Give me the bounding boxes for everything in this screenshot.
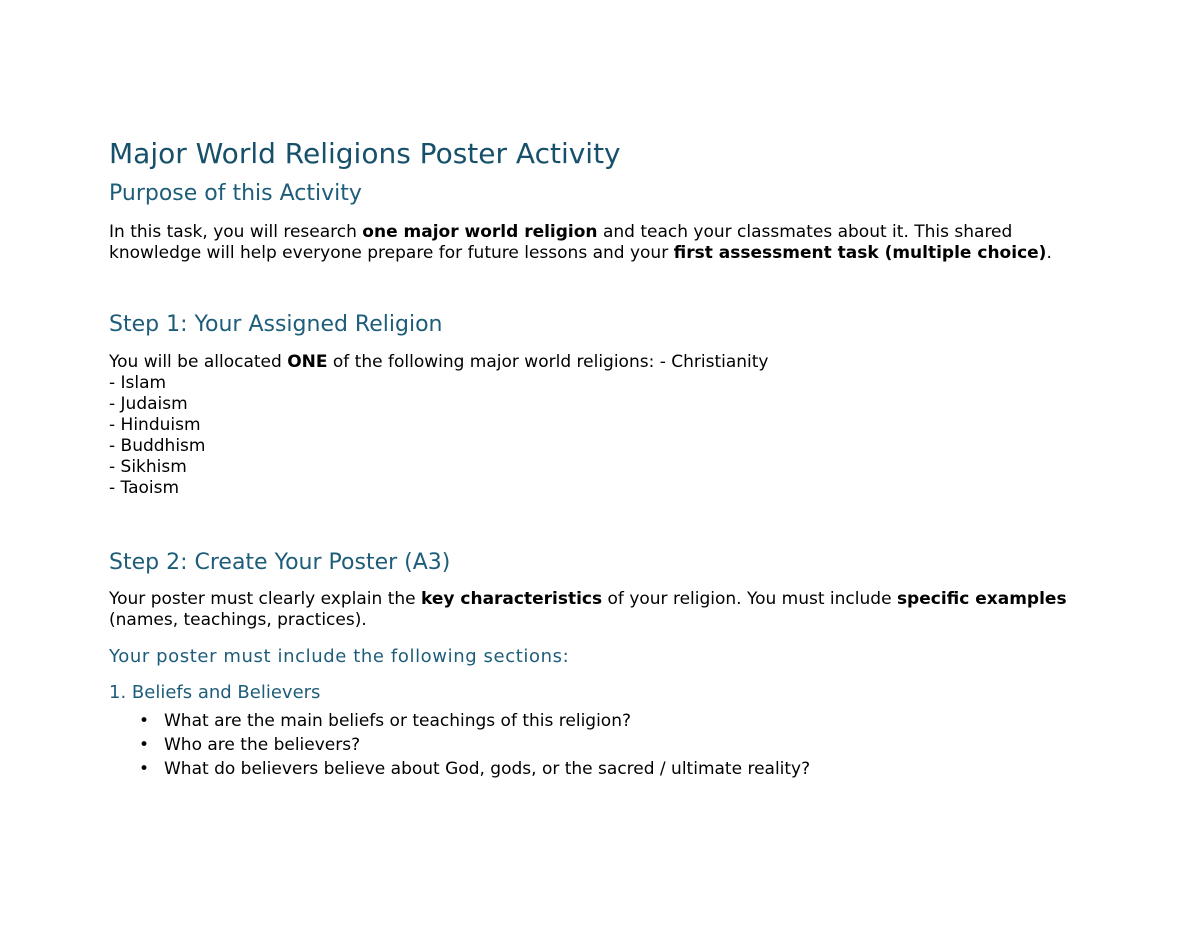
- step2-text-3: (names, teachings, practices).: [109, 610, 367, 630]
- purpose-paragraph: [109, 222, 1099, 264]
- purpose-text-2: and teach your classmates about it. This shared knowledge will help everyone prepare for future lessons and your: [109, 222, 1013, 263]
- religion-item: - Taoism: [109, 478, 180, 498]
- list-item: [139, 733, 1099, 757]
- step2-text-2: of your religion. You must include: [602, 589, 897, 609]
- purpose-text-3: .: [1046, 243, 1052, 263]
- section1-heading: 1. Beliefs and Believers: [109, 682, 321, 703]
- section1-bullet-list: [109, 709, 1099, 781]
- bullet-icon: •: [139, 711, 150, 731]
- purpose-bold-2: first assessment task (multiple choice): [673, 243, 1047, 263]
- sections-heading: Your poster must include the following sections:: [109, 646, 570, 667]
- step1-bold: ONE: [287, 352, 328, 372]
- religion-item: - Judaism: [109, 394, 188, 414]
- religion-item: - Hinduism: [109, 415, 201, 435]
- list-item: [139, 709, 1099, 733]
- step2-heading: Step 2: Create Your Poster (A3): [109, 550, 451, 575]
- step2-bold-1: key characteristics: [421, 589, 603, 609]
- religion-item: - Buddhism: [109, 436, 206, 456]
- list-item-text: Who are the believers?: [164, 735, 361, 755]
- list-item: [139, 757, 1099, 781]
- purpose-heading: Purpose of this Activity: [109, 181, 362, 206]
- step2-bold-2: specific examples: [896, 589, 1067, 609]
- step1-text-1: You will be allocated: [109, 352, 288, 372]
- purpose-bold-1: one major world religion: [362, 222, 598, 242]
- step1-heading: Step 1: Your Assigned Religion: [109, 312, 443, 337]
- bullet-icon: •: [139, 735, 150, 755]
- step2-text-1: Your poster must clearly explain the: [109, 589, 422, 609]
- document-page: [109, 136, 1099, 781]
- bullet-icon: •: [139, 759, 150, 779]
- step1-text-2: of the following major world religions: - Christianity: [327, 352, 769, 372]
- step2-paragraph: [109, 589, 1099, 631]
- religion-list: [109, 373, 1099, 499]
- step1-paragraph: [109, 352, 1099, 373]
- document-title: Major World Religions Poster Activity: [109, 137, 621, 170]
- list-item-text: What are the main beliefs or teachings of this religion?: [164, 711, 632, 731]
- purpose-text-1: In this task, you will research: [109, 222, 363, 242]
- religion-item: - Sikhism: [109, 457, 187, 477]
- religion-item: - Islam: [109, 373, 167, 393]
- list-item-text: What do believers believe about God, gods, or the sacred / ultimate reality?: [164, 759, 811, 779]
